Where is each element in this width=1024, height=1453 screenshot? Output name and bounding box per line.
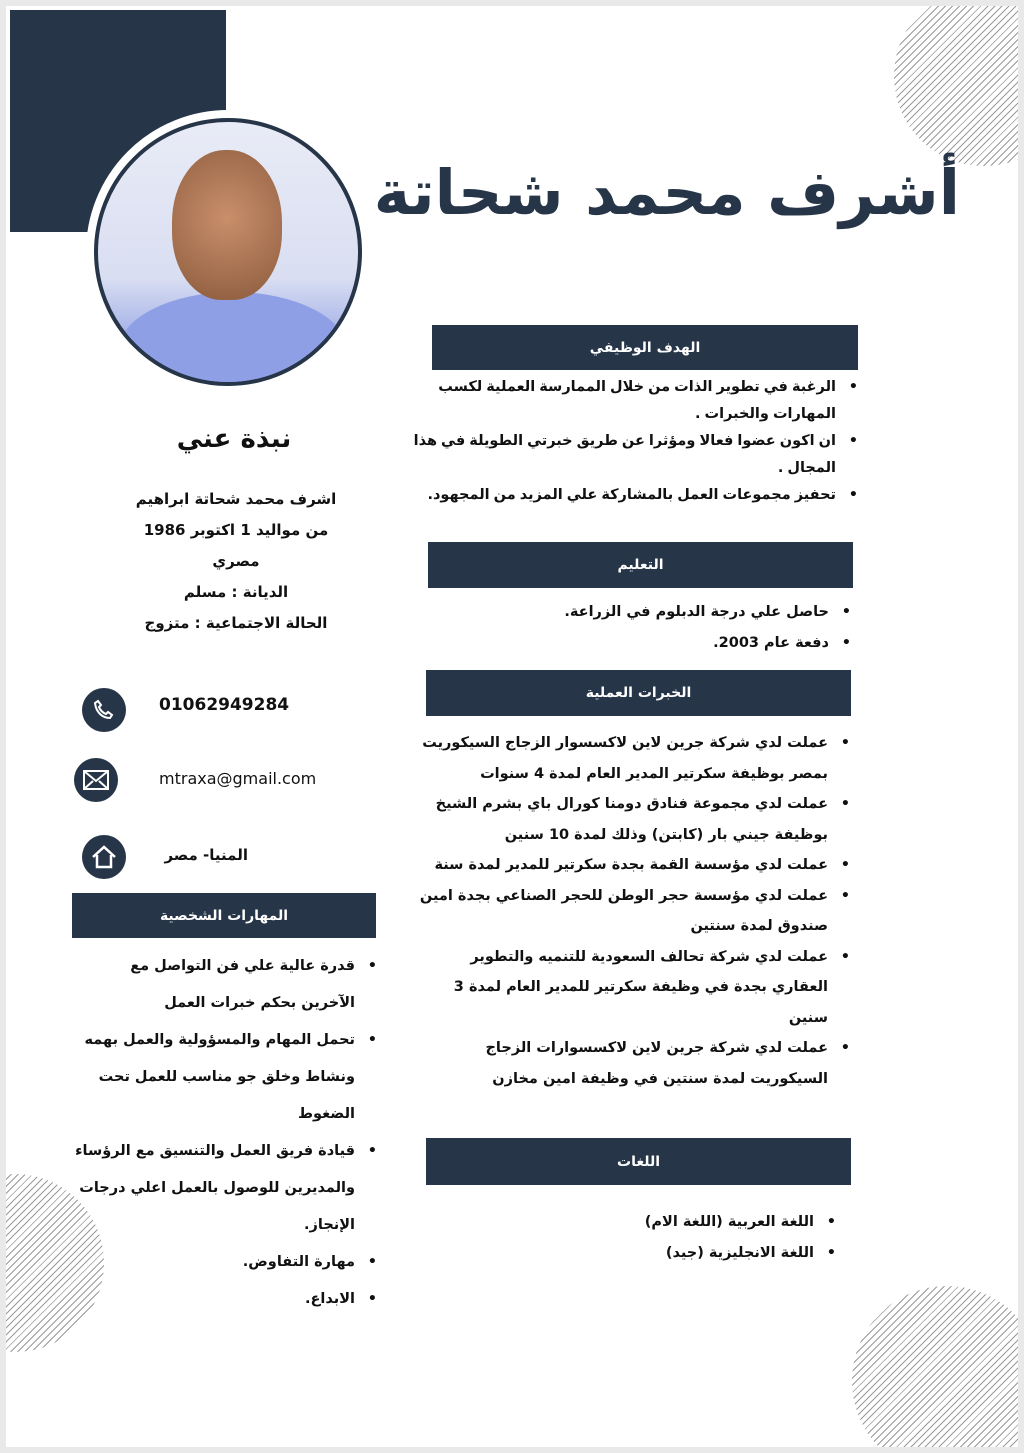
- phone-icon: [82, 688, 126, 732]
- candidate-name: أشرف محمد شحاتة: [373, 156, 960, 229]
- about-details: [86, 484, 386, 639]
- list-item: • حاصل علي درجة الدبلوم في الزراعة.: [426, 597, 851, 628]
- experience-list: [414, 728, 850, 1094]
- section-header-languages: اللغات: [426, 1138, 851, 1185]
- home-icon: [82, 835, 126, 879]
- list-item: • تحفيز مجموعات العمل بالمشاركة علي المزيد من المجهود.: [406, 482, 858, 509]
- objective-list: [406, 374, 858, 509]
- list-item: • عملت لدي مؤسسة حجر الوطن للحجر الصناعي بجدة امين صندوق لمدة سنتين: [414, 881, 850, 942]
- list-item: • مهارة التفاوض.: [72, 1244, 377, 1281]
- section-header-education: التعليم: [428, 542, 853, 588]
- list-item: • الابداع.: [72, 1281, 377, 1318]
- section-header-experience: الخبرات العملية: [426, 670, 851, 716]
- list-item: • عملت لدي شركة جرين لاين لاكسسوارات الزجاج السيكوريت لمدة سنتين في وظيفة امين مخازن: [414, 1033, 850, 1094]
- about-line: الحالة الاجتماعية : متزوج: [144, 614, 328, 632]
- education-list: [426, 597, 851, 658]
- list-item: • اللغة العربية (اللغة الام): [566, 1207, 836, 1238]
- list-item: • عملت لدي شركة جرين لاين لاكسسوار الزجاج السيكوريت بمصر بوظيفة سكرتير المدير العام لمدة 4 سنوات: [414, 728, 850, 789]
- list-item: • تحمل المهام والمسؤولية والعمل بهمه ونشاط وخلق جو مناسب للعمل تحت الضغوط: [72, 1022, 377, 1133]
- skills-list: [72, 948, 377, 1318]
- about-line: اشرف محمد شحاتة ابراهيم: [135, 490, 337, 508]
- section-header-objective: الهدف الوظيفي: [432, 325, 858, 370]
- address: المنيا- مصر: [164, 846, 248, 864]
- list-item: • ان اكون عضوا فعالا ومؤثرا عن طريق خبرتي الطويلة في هذا المجال .: [406, 428, 858, 482]
- section-header-skills: المهارات الشخصية: [72, 893, 376, 938]
- list-item: • اللغة الانجليزية (جيد): [566, 1238, 836, 1269]
- email-icon: [74, 758, 118, 802]
- decorative-hatched-circle: [852, 1286, 1018, 1447]
- phone-number: 01062949284: [159, 695, 290, 715]
- languages-list: [566, 1207, 836, 1268]
- cv-page: [6, 6, 1018, 1447]
- about-title: نبذة عني: [176, 424, 292, 454]
- list-item: • الرغبة في تطوير الذات من خلال الممارسة العملية لكسب المهارات والخبرات .: [406, 374, 858, 428]
- email-address: mtraxa@gmail.com: [159, 769, 317, 788]
- list-item: • عملت لدي مؤسسة القمة بجدة سكرتير للمدير لمدة سنة: [414, 850, 850, 881]
- profile-photo: [86, 110, 370, 394]
- list-item: • عملت لدي مجموعة فنادق دومنا كورال باي بشرم الشيخ بوظيفة جيني بار (كابتن) وذلك لمدة 10 سنين: [414, 789, 850, 850]
- list-item: • قدرة عالية علي فن التواصل مع الآخرين بحكم خبرات العمل: [72, 948, 377, 1022]
- about-line: مصري: [212, 552, 260, 570]
- about-line: الديانة : مسلم: [183, 583, 289, 601]
- list-item: • عملت لدي شركة تحالف السعودية للتنميه والتطوير العقاري بجدة في وظيفة سكرتير للمدير العام لمدة 3 سنين: [414, 942, 850, 1034]
- about-line: من مواليد 1 اكتوبر 1986: [143, 521, 329, 539]
- list-item: • دفعة عام 2003.: [426, 628, 851, 659]
- list-item: • قيادة فريق العمل والتنسيق مع الرؤساء والمديرين للوصول بالعمل اعلي درجات الإنجاز.: [72, 1133, 377, 1244]
- decorative-hatched-circle: [894, 6, 1018, 166]
